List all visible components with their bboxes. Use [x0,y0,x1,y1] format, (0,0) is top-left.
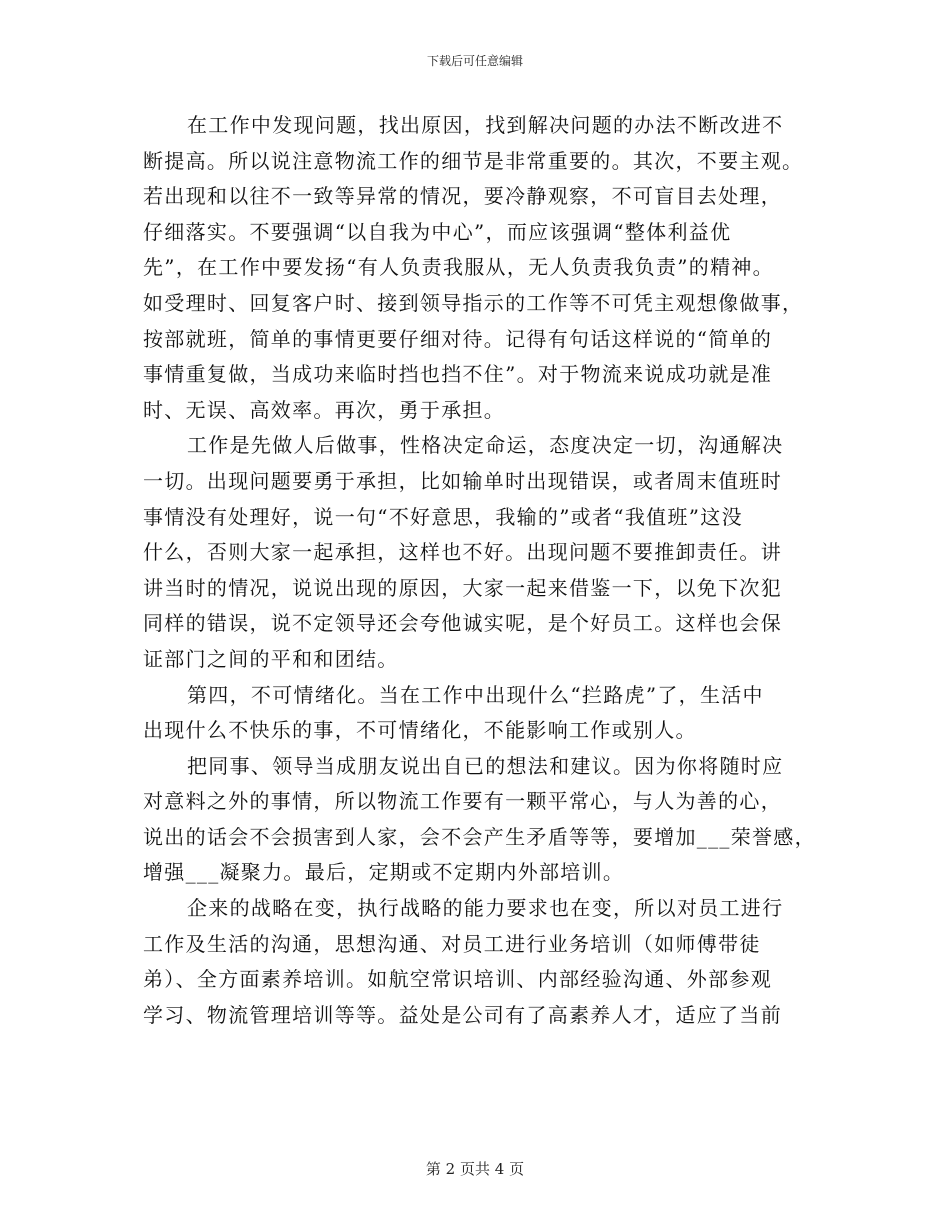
text-line: 一切。出现问题要勇于承担，比如输单时出现错误，或者周末值班时 [143,468,782,493]
text-line: 工作是先做人后做事，性格决定命运，态度决定一切，沟通解决 [187,433,784,458]
page-number: 第 2 页共 4 页 [425,1160,525,1178]
text-line: 时、无误、高效率。再次，勇于承担。 [143,397,506,422]
text-line: 在工作中发现问题，找出原因，找到解决问题的办法不断改进不 [187,113,784,137]
text-line: 事情重复做，当成功来临时挡也挡不住”。对于物流来说成功就是准 [143,362,773,387]
text-line: 证部门之间的平和和团结。 [143,646,399,671]
text-line: 第四，不可情绪化。当在工作中出现什么“拦路虎”了，生活中 [187,682,764,707]
text-line: 学习、物流管理培训等等。益处是公司有了高素养人才，适应了当前 [143,1002,782,1027]
document-body [143,108,815,1033]
text-line: 按部就班，简单的事情更要仔细对待。记得有句话这样说的“简单的 [143,326,773,351]
text-line: 弟）、全方面素养培训。如航空常识培训、内部经验沟通、外部参观 [143,967,772,992]
text-line: 先”，在工作中要发扬“有人负责我服从，无人负责我负责”的精神。 [143,255,774,280]
text-line: 出现什么不快乐的事，不可情绪化，不能影响工作或别人。 [143,718,697,743]
text-line: 讲当时的情况，说说出现的原因，大家一起来借鉴一下，以免下次犯 [143,575,782,600]
text-line: 什么，否则大家一起承担，这样也不好。出现问题不要推卸责任。讲 [143,540,782,565]
text-line: 对意料之外的事情，所以物流工作要有一颗平常心，与人为善的心， [143,789,782,814]
text-line: 事情没有处理好，说一句“不好意思，我输的”或者“我值班”这没 [143,504,743,529]
text-line: 同样的错误，说不定领导还会夸他诚实呢，是个好员工。这样也会保 [143,611,782,636]
text-line: 说出的话会不会损害到人家，会不会产生矛盾等等，要增加___荣誉感， [143,824,816,849]
text-line: 企来的战略在变，执行战略的能力要求也在变，所以对员工进行 [187,896,784,921]
page-header: 下载后可任意编辑 [426,54,523,68]
text-line: 若出现和以往不一致等异常的情况，要冷静观察，不可盲目去处理， [143,184,782,209]
text-line: 把同事、领导当成朋友说出自已的想法和建议。因为你将随时应 [187,753,784,778]
text-line: 如受理时、回复客户时、接到领导指示的工作等不可凭主观想像做事， [143,290,804,315]
text-line: 仔细落实。不要强调“以自我为中心”，而应该强调“整体利益优 [143,219,732,244]
text-line: 工作及生活的沟通，思想沟通、对员工进行业务培训（如师傅带徒 [143,931,761,956]
text-line: 断提高。所以说注意物流工作的细节是非常重要的。其次，不要主观。 [143,148,804,173]
text-line: 增强___凝聚力。最后，定期或不定期内外部培训。 [143,860,625,885]
